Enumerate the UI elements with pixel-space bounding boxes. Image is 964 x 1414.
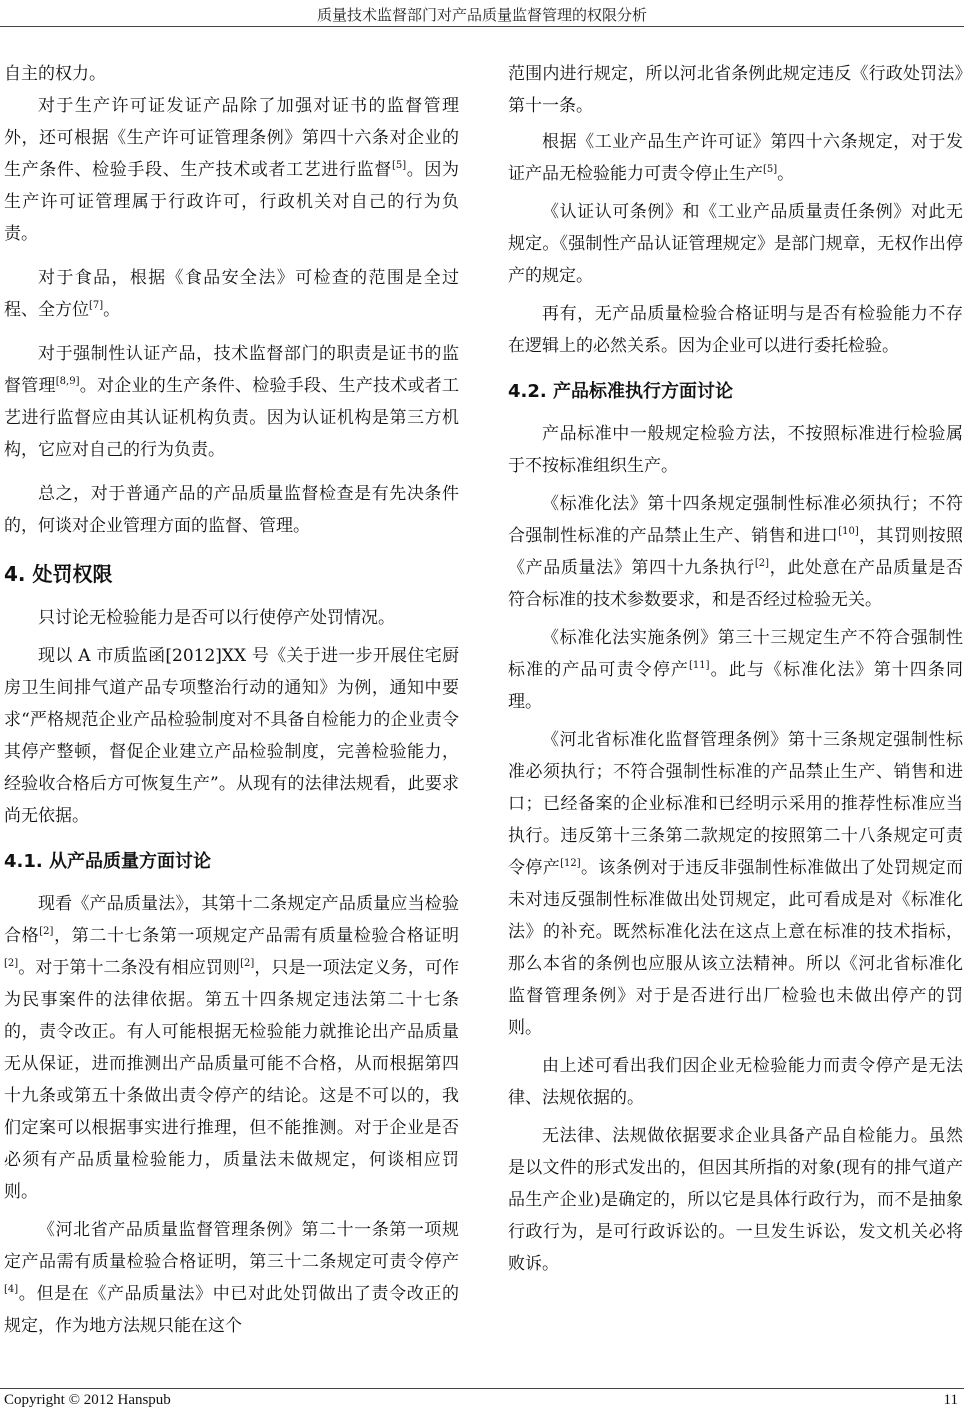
- paragraph: 对于强制性认证产品，技术监督部门的职责是证书的监督管理[8,9]。对企业的生产条件、检验手段、生产技术或者工艺进行监督应由其认证机构负责。因为认证机构是第三方机构，它应对自己的行为负责。: [4, 344, 460, 460]
- paragraph: 《标准化法实施条例》第三十三规定生产不符合强制性标准的产品可责令停产[11]。此与《标准化法》第十四条同理。: [508, 628, 964, 712]
- paragraph: 总之，对于普通产品的产品质量监督检查是有先决条件的，何谈对企业管理方面的监督、管理。: [4, 484, 459, 536]
- paragraph: 现看《产品质量法》，其第十二条规定产品质量应当检验合格[2]，第二十七条第一项规定产品需有质量检验合格证明[2]。对于第十二条没有相应罚则[2]，只是一项法定义务，可作为民事案件的法律依据。第五十四条规定违法第二十七条的，责令改正。有人可能根据无检验能力就推论出产品质量无从保证，进而推测出产品质量可能不合格，从而根据第四十九条或第五十条做出责令停产的结论。这是不可以的，我们定案可以根据事实进行推理，但不能推测。对于企业是否必须有产品质量检验能力，质量法未做规定，何谈相应罚则。: [4, 894, 460, 1202]
- paragraph: 自主的权力。: [4, 64, 106, 84]
- citation: [2]: [39, 926, 54, 937]
- header-rule: [0, 26, 964, 27]
- running-header: 质量技术监督部门对产品质量监督管理的权限分析: [316, 6, 647, 24]
- citation: [8,9]: [55, 376, 80, 387]
- paragraph: 根据《工业产品生产许可证》第四十六条规定，对于发证产品无检验能力可责令停止生产[5]。: [508, 132, 963, 184]
- paragraph: 无法律、法规做依据要求企业具备产品自检能力。虽然是以文件的形式发出的，但因其所指的对象(现有的排气道产品生产企业)是确定的，所以它是具体行政行为，而不是抽象行政行为，是可行政诉讼的。一旦发生诉讼，发文机关必将败诉。: [508, 1126, 963, 1274]
- paragraph: 由上述可看出我们因企业无检验能力而责令停产是无法律、法规依据的。: [508, 1056, 963, 1108]
- paragraph: 《河北省标准化监督管理条例》第十三条规定强制性标准必须执行；不符合强制性标准的产品禁止生产、销售和进口；已经备案的企业标准和已经明示采用的推荐性标准应当执行。违反第十三条第二款规定的按照第二十八条规定可责令停产[12]。该条例对于违反非强制性标准做出了处罚规定而未对违反强制性标准做出处罚规定，此可看成是对《标准化法》的补充。既然标准化法在这点上意在标准的技术指标，那么本省的条例也应服从该立法精神。所以《河北省标准化监督管理条例》对于是否进行出厂检验也未做出停产的罚则。: [508, 730, 964, 1038]
- citation: [7]: [89, 300, 104, 311]
- paragraph: 对于生产许可证发证产品除了加强对证书的监督管理外，还可根据《生产许可证管理条例》第四十六条对企业的生产条件、检验手段、生产技术或者工艺进行监督[5]。因为生产许可证管理属于行政许可，行政机关对自己的行为负责。: [4, 96, 460, 244]
- paragraph: 现以 A 市质监函[2012]XX 号《关于进一步开展住宅厨房卫生间排气道产品专项整治行动的通知》为例，通知中要求“严格规范企业产品检验制度对不具备自检能力的企业责令其停产整顿，督促企业建立产品检验制度，完善检验能力，经验收合格后方可恢复生产”。从现有的法律法规看，此要求尚无依据。: [4, 646, 459, 826]
- paragraph: 对于食品，根据《食品安全法》可检查的范围是全过程、全方位[7]。: [4, 268, 459, 320]
- subsection-heading: 4.1. 从产品质量方面讨论: [4, 851, 211, 872]
- citation: [2]: [240, 958, 255, 969]
- citation: [11]: [689, 660, 710, 671]
- footer-rule: [0, 1388, 964, 1389]
- paragraph: 《河北省产品质量监督管理条例》第二十一条第一项规定产品需有质量检验合格证明，第三十二条规定可责令停产[4]。但是在《产品质量法》中已对此处罚做出了责令改正的规定，作为地方法规只能在这个: [4, 1220, 459, 1336]
- citation: [2]: [754, 558, 770, 569]
- paragraph: 范围内进行规定，所以河北省条例此规定违反《行政处罚法》第十一条。: [508, 64, 963, 116]
- paragraph: 《标准化法》第十四条规定强制性标准必须执行；不符合强制性标准的产品禁止生产、销售和进口[10]，其罚则按照《产品质量法》第四十九条执行[2]，此处意在产品质量是否符合标准的技术参数要求，和是否经过检验无关。: [508, 494, 964, 610]
- citation: [5]: [763, 164, 778, 175]
- page-number: 11: [943, 1392, 958, 1408]
- right-column: [508, 58, 963, 1280]
- citation: [2]: [4, 958, 19, 969]
- paragraph: 只讨论无检验能力是否可以行使停产处罚情况。: [38, 608, 395, 628]
- left-column: [4, 58, 459, 1342]
- copyright-notice: Copyright © 2012 Hanspub: [4, 1392, 171, 1408]
- citation: [5]: [391, 160, 407, 171]
- citation: [4]: [4, 1284, 19, 1295]
- paragraph: 《认证认可条例》和《工业产品质量责任条例》对此无规定。《强制性产品认证管理规定》是部门规章，无权作出停产的规定。: [508, 202, 963, 286]
- citation: [12]: [560, 858, 581, 869]
- paragraph: 再有，无产品质量检验合格证明与是否有检验能力不存在逻辑上的必然关系。因为企业可以进行委托检验。: [508, 304, 963, 356]
- paragraph: 产品标准中一般规定检验方法，不按照标准进行检验属于不按标准组织生产。: [508, 424, 963, 476]
- citation: [10]: [838, 526, 859, 537]
- subsection-heading: 4.2. 产品标准执行方面讨论: [508, 381, 733, 402]
- section-heading: 4. 处罚权限: [4, 562, 113, 586]
